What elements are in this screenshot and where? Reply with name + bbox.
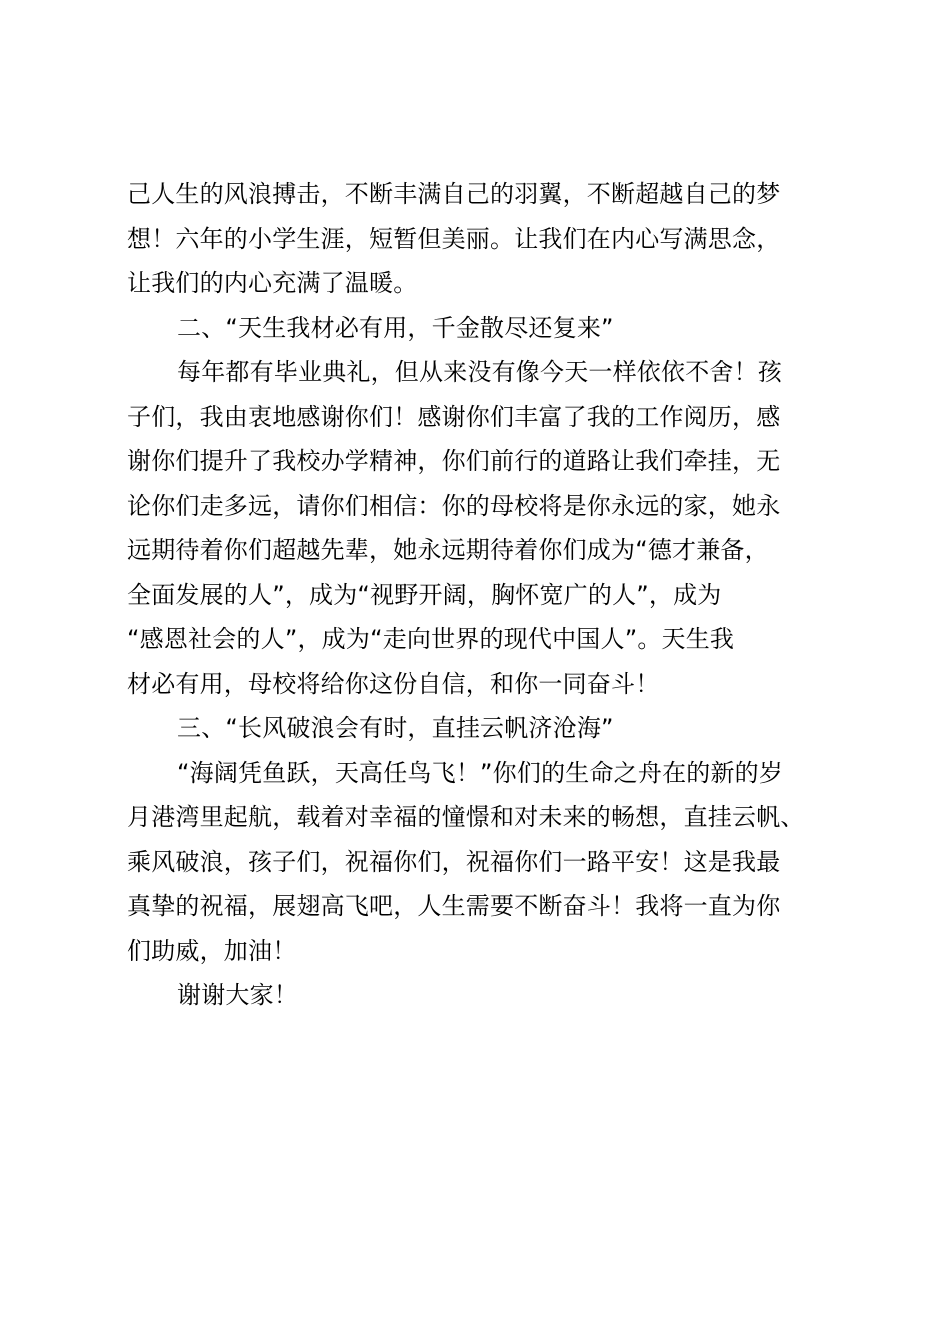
text-line: 真挚的祝福，展翅高飞吧，人生需要不断奋斗！我将一直为你 [127, 892, 781, 920]
section-heading-two: 二、“天生我材必有用，千金散尽还复来” [177, 313, 614, 342]
text-line: 全面发展的人”，成为“视野开阔，胸怀宽广的人”，成为 [127, 580, 722, 609]
text-line: 子们，我由衷地感谢你们！感谢你们丰富了我的工作阅历，感 [127, 402, 781, 431]
text-line: 论你们走多远，请你们相信：你的母校将是你永远的家，她永 [127, 491, 781, 520]
text-line: 们助威，加油！ [127, 936, 297, 965]
text-line: 材必有用，母校将给你这份自信，和你一同奋斗！ [127, 669, 660, 698]
text-line: 己人生的风浪搏击，不断丰满自己的羽翼，不断超越自己的梦 [127, 180, 781, 208]
text-line: 乘风破浪，孩子们，祝福你们，祝福你们一路平安！这是我最 [127, 847, 781, 876]
text-line: 让我们的内心充满了温暖。 [127, 269, 418, 297]
speech-text-body [127, 172, 827, 1018]
text-line: “海阔凭鱼跃，天高任鸟飞！”你们的生命之舟在的新的岁 [177, 758, 784, 787]
text-line: “感恩社会的人”，成为“走向世界的现代中国人”。天生我 [127, 625, 735, 653]
closing-thanks: 谢谢大家！ [177, 981, 298, 1009]
text-line: 谢你们提升了我校办学精神，你们前行的道路让我们牵挂，无 [127, 447, 781, 475]
text-line: 月港湾里起航，载着对幸福的憧憬和对未来的畅想，直挂云帆、 [127, 803, 805, 831]
text-line: 每年都有毕业典礼，但从来没有像今天一样依依不舍！孩 [177, 358, 782, 386]
text-line: 远期待着你们超越先辈，她永远期待着你们成为“德才兼备， [127, 536, 769, 564]
text-line: 想！六年的小学生涯，短暂但美丽。让我们在内心写满思念， [127, 224, 781, 253]
section-heading-three: 三、“长风破浪会有时，直挂云帆济沧海” [177, 714, 614, 742]
